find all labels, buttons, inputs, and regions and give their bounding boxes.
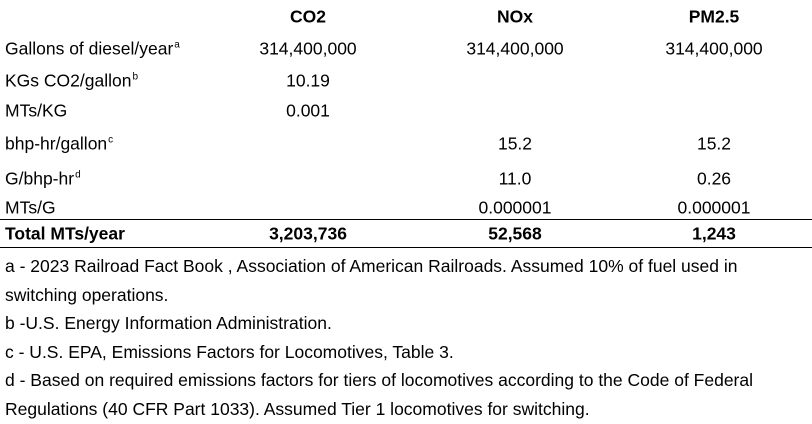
row-label: MTs/G (5, 196, 56, 217)
footnote-c: c - U.S. EPA, Emissions Factors for Locomotives, Table 3. (5, 341, 454, 362)
cell-co2: 0.001 (286, 99, 330, 120)
cell-pm25: 0.26 (696, 168, 732, 189)
table-row-gallons (0, 32, 812, 66)
footnote-marker: d (75, 169, 81, 181)
cell-nox: 11.0 (498, 168, 532, 189)
cell-co2: 314,400,000 (259, 38, 357, 59)
footnote-a: a - 2023 Railroad Fact Book , Association of American Railroads. Assumed 10% of fuel used in switching operations. (5, 256, 738, 305)
cell-pm25: 0.000001 (677, 196, 751, 217)
column-header-nox: NOx (497, 6, 533, 27)
cell-nox: 0.000001 (478, 196, 552, 217)
table-row-bhp-hr (0, 125, 812, 162)
cell-nox: 314,400,000 (466, 38, 564, 59)
table-header-row (0, 0, 812, 32)
footnote-d: d - Based on required emissions factors for tiers of locomotives according to the Code of Federal Regulations (40 CFR Part 1033). Assumed Tier 1 locomotives for switching. (5, 370, 754, 419)
row-label: Gallons of diesel/year$^a$ (5, 38, 180, 59)
row-label: KGs CO2/gallon$^b$ (5, 70, 139, 91)
footnote-marker: c (108, 133, 114, 145)
cell-pm25: 314,400,000 (665, 38, 763, 59)
column-header-pm25: PM2.5 (688, 6, 740, 27)
table-row-mts-kg (0, 96, 812, 125)
cell-co2: 10.19 (286, 70, 330, 91)
table-row-mts-g (0, 196, 812, 220)
footnotes (5, 252, 805, 424)
cell-nox: 15.2 (497, 132, 533, 153)
total-pm25: 1,243 (692, 222, 736, 243)
row-label: MTs/KG (5, 99, 68, 120)
total-co2: 3,203,736 (269, 222, 347, 243)
total-nox: 52,568 (488, 222, 542, 243)
row-label: $G/bhp-hr^d$ (5, 168, 81, 189)
table-row-kgs-co2 (0, 66, 812, 96)
row-label: bhp-hr/gallon$^c$ (5, 132, 114, 153)
table-total-row (0, 220, 812, 248)
footnote-b: b -U.S. Energy Information Administration. (5, 313, 332, 334)
total-label: Total MTs/year (5, 222, 125, 243)
footnote-marker: a (174, 39, 180, 51)
footnote-marker: b (132, 71, 139, 83)
table-row-g-bhp-hr (0, 162, 812, 196)
column-header-co2: CO2 (290, 6, 326, 27)
cell-pm25: 15.2 (696, 132, 732, 153)
